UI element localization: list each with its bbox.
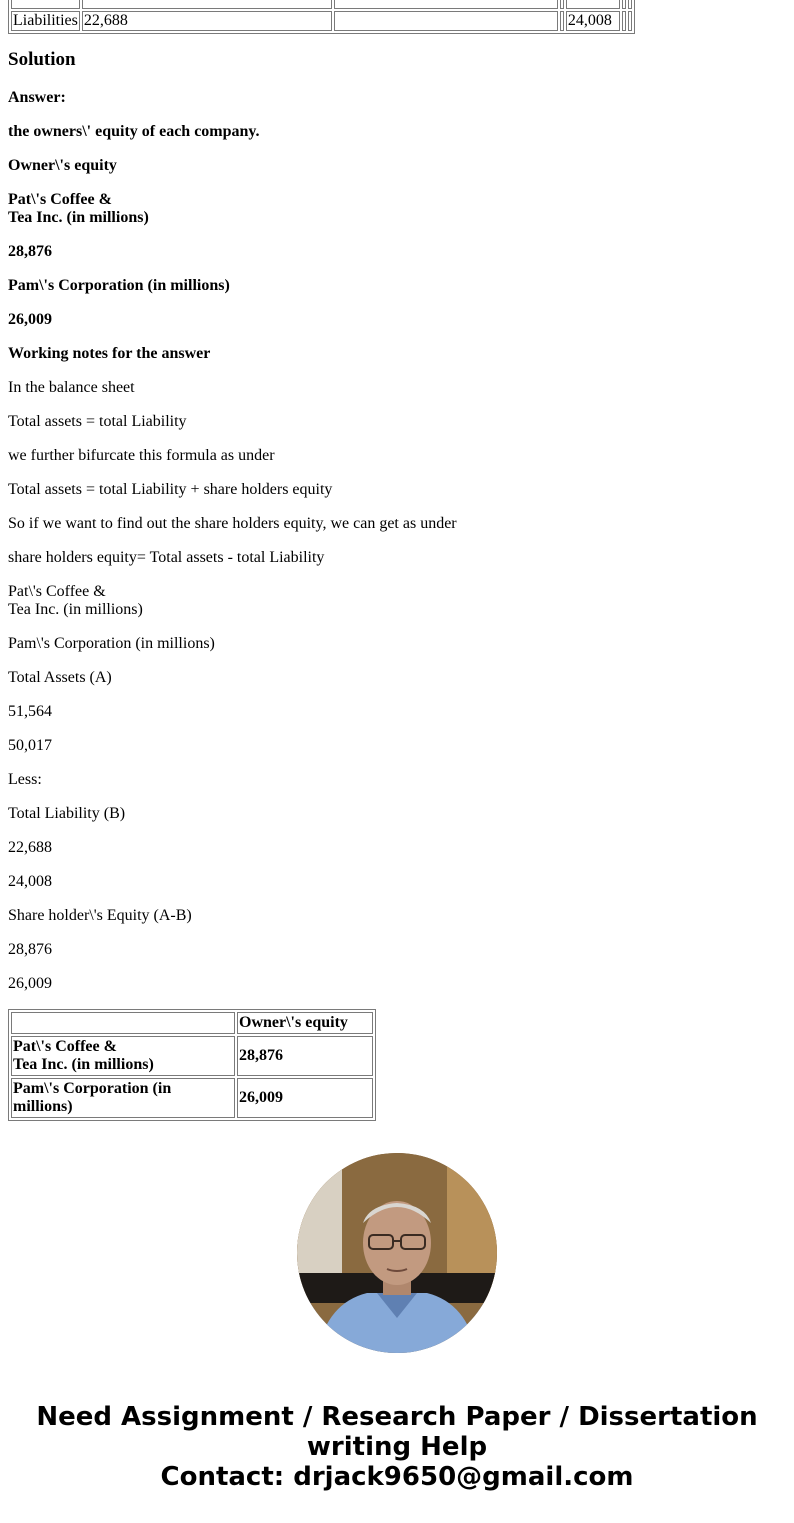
pam-row-line1: Pam\'s Corporation (in	[13, 1080, 172, 1097]
pat-row-line1: Pat\'s Coffee &	[13, 1038, 117, 1055]
pam-equity-value: 26,009	[8, 311, 52, 328]
working-pam-name: Pam\'s Corporation (in millions)	[8, 635, 215, 652]
owners-equity-label: Owner\'s equity	[8, 157, 117, 174]
table-row	[11, 11, 632, 31]
working-line: So if we want to find out the share holders equity, we can get as under	[8, 515, 457, 532]
pat-company-name	[8, 191, 149, 227]
owners-equity-table	[8, 1009, 376, 1121]
pat-liability-value: 22,688	[8, 839, 52, 856]
working-line: In the balance sheet	[8, 379, 135, 396]
pat-result-value: 28,876	[8, 941, 52, 958]
total-assets-label: Total Assets (A)	[8, 669, 112, 686]
working-pat-name	[8, 583, 143, 619]
avatar	[297, 1153, 497, 1353]
person-photo	[297, 1153, 497, 1353]
working-notes-heading: Working notes for the answer	[8, 345, 211, 362]
table-cell	[566, 0, 620, 9]
pat-name-line2: Tea Inc. (in millions)	[8, 209, 149, 226]
working-pat-line1: Pat\'s Coffee &	[8, 583, 106, 600]
table-cell	[622, 0, 626, 9]
footer-promo	[0, 1402, 794, 1492]
less-label: Less:	[8, 771, 42, 788]
working-pat-line2: Tea Inc. (in millions)	[8, 601, 143, 618]
pam-liability-value: 24,008	[8, 873, 52, 890]
table-cell	[11, 0, 80, 9]
pam-row-line2: millions)	[13, 1098, 73, 1115]
pam-assets-value: 50,017	[8, 737, 52, 754]
footer-contact: Contact: drjack9650@gmail.com	[160, 1462, 634, 1492]
pat-equity-value: 28,876	[8, 243, 52, 260]
table-cell	[334, 0, 558, 9]
equity-label: Share holder\'s Equity (A-B)	[8, 907, 192, 924]
table-cell	[11, 1012, 235, 1034]
table-cell	[622, 11, 626, 31]
working-line: Total assets = total Liability	[8, 413, 187, 430]
solution-heading: Solution	[8, 49, 76, 70]
table-cell	[334, 11, 558, 31]
table-cell	[560, 11, 564, 31]
pam-row-label	[11, 1078, 235, 1118]
total-liability-label: Total Liability (B)	[8, 805, 126, 822]
liabilities-label: Liabilities	[13, 12, 78, 29]
pam-company-name: Pam\'s Corporation (in millions)	[8, 277, 230, 294]
pat-name-line1: Pat\'s Coffee &	[8, 191, 112, 208]
table-cell	[628, 0, 632, 9]
top-balance-table	[8, 0, 635, 34]
table-row	[11, 1036, 373, 1076]
working-line: we further bifurcate this formula as under	[8, 447, 275, 464]
table-cell	[82, 0, 332, 9]
pat-liabilities-value: 22,688	[82, 11, 332, 31]
pam-result-value: 26,009	[8, 975, 52, 992]
pat-assets-value: 51,564	[8, 703, 52, 720]
working-line: share holders equity= Total assets - total Liability	[8, 549, 325, 566]
table-cell	[560, 0, 564, 9]
table-cell	[628, 11, 632, 31]
owners-equity-header: Owner\'s equity	[237, 1012, 373, 1034]
pam-row-value: 26,009	[237, 1078, 373, 1118]
pat-row-value: 28,876	[237, 1036, 373, 1076]
table-row	[11, 1078, 373, 1118]
table-row	[11, 1012, 373, 1034]
pat-row-label	[11, 1036, 235, 1076]
answer-intro: the owners\' equity of each company.	[8, 123, 260, 140]
footer-line2: writing Help	[306, 1432, 488, 1462]
footer-line1: Need Assignment / Research Paper / Dissertation	[36, 1402, 758, 1432]
working-line: Total assets = total Liability + share holders equity	[8, 481, 333, 498]
pat-row-line2: Tea Inc. (in millions)	[13, 1056, 154, 1073]
answer-label: Answer:	[8, 89, 66, 106]
pam-liabilities-value: 24,008	[566, 11, 620, 31]
